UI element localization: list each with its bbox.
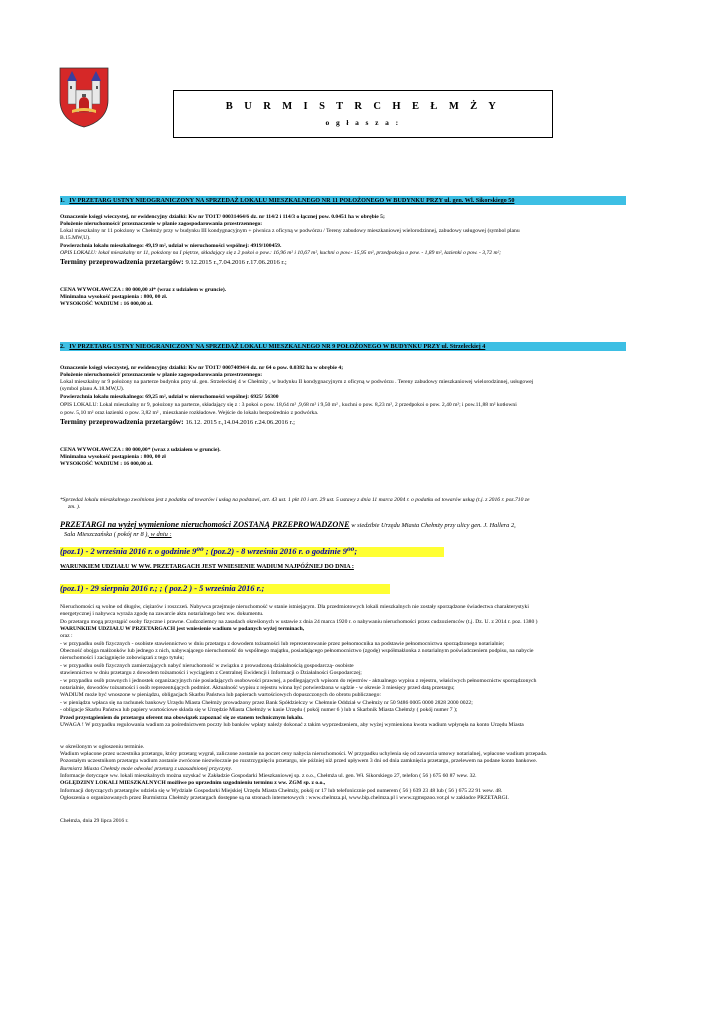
section-1-line: Powierzchnia lokalu mieszkalnego: 49,19 m², udział w nieruchomości wspólnej: 4919/100459. [60,243,282,249]
announcement-heading [60,520,516,530]
section-2-band [60,342,626,351]
vat-note: zm. ). [68,504,81,510]
announcement-room-text: Sala Mieszczańska ( pokój nr 8 ), [64,531,150,538]
body-line: Obecność obojga małżonków lub jednego z nich, nabywającego nieruchomość do wspólnego majątku, posiadającego pełnomocnictwo (zgodę) współmałżonka z notarialnym poświadczeniem podpisu, na nabycie [60,648,534,654]
page-title: B U R M I S T R C H E Ł M Ż Y [225,101,501,112]
section-2-line: o pow. 5,10 m² oraz łazienki o pow. 3,82 m² , mieszkanie rozkładowe. Wejście do lokalu bezpośrednio z podwórka. [60,410,319,416]
section-2-price: WYSOKOŚĆ WADIUM : 16 000,00 zł. [60,461,153,467]
header-title-box [173,90,553,138]
section-2-line: OPIS LOKALU: Lokal mieszkalny nr 9, położony na parterze, składający się z : 3 pokoi o pow. 18,64 m² ,9,68 m² i 9,50 m² , kuchni o pow. 8,23 m², 2 przedpokoi o pow. 2,40 m²; i pow.11,88 m² kotłowni [60,402,517,408]
section-1-number: 1. [60,197,65,204]
section-1-line: B.15.MW,U). [60,235,91,241]
vat-note: *Sprzedaż lokalu mieszkalnego zwolniona jest z podatku od towarów i usług na podstawi, art. 43 ust. 1 pkt 10 i art. 29 ust. 5 ustawy z dnia 11 marca 2004 r. o podatku od towarów usług (t.j. z 2016 r. poz.710 ze [60,497,530,503]
section-2-line: Oznaczenie księgi wieczystej, nr ewidencyjny działki: Kw nr TO1T/ 00074094/4 dz. nr 64 o pow. 0.0382 ha w obrębie 4; [60,365,344,371]
section-1-price: Minimalna wysokość postąpienia : 800, 00 zł. [60,294,168,300]
section-1-band [60,196,626,205]
section-1-line: Oznaczenie księgi wieczystej, nr ewidencyjny działki: Kw nr TO1T/ 00031464/6 dz. nr 114/2 i 114/3 o łącznej pow. 0.0451 ha w obrębie 5; [60,214,385,220]
place-date: Chełmża, dnia 29 lipca 2016 r. [60,818,129,824]
body-line: Nieruchomości są wolne od długów, ciężarów i roszczeń. Nabywca przejmuje nieruchomość w stanie istniejącym. Dla przedmiotowych lokali mieszkalnych nie zostały sporządzone świadectwa charakterystyki [60,604,529,610]
section-1-title: IV PRZETARG USTNY NIEOGRANICZONY NA SPRZEDAŻ LOKALU MIESZKALNEGO NR 11 POŁOŻONEGO W BUDYNKU PRZY ul. gen. Wl. Sikorskiego 50 [69,197,515,204]
wadium-dates: (poz.1) - 29 sierpnia 2016 r.; ; ( poz.2 ) - 5 września 2016 r.; [60,584,390,594]
body-line: - w przypadku osób prawnych i jednostek organizacyjnych nie posiadających osobowości prawnej, a podlegających wpisom do rejestrów - aktualnego wypisu z rejestru, właściwych pełnomocnictw sporządzonych [60,678,537,684]
body-line: stawiennictwo w dniu przetargu z dowodem tożsamości i wyciągiem z Centralnej Ewidencji i Informacji o Działalności Gospodarczej; [60,670,362,676]
section-2-line: Położenie nieruchomości/ przeznaczenie w planie zagospodarowania przestrzennego: [60,372,263,378]
announcement-heading-rest: w siedzibie Urzędu Miasta Chełmży przy ulicy gen. J. Hallera 2, [349,522,516,529]
body-line: Informacje dotyczące ww. lokali mieszkalnych można uzyskać w Zakładzie Gospodarki Mieszkaniowej sp. z o.o., Chełmża ul. gen. Wł. Sikorskiego 27, telefon ( 56 ) 675 60 87 wew. 32. [60,773,477,779]
body-line: Ogłoszenia o organizowanych przez Burmistrza Chełmży przetargach dostępne są na stronach internetowych : www.chelmza.pl, www.bip.chelmza.pl i www.zgmspzoo.vot.pl w zakładce PRZETARGI. [60,795,509,801]
body-line: Do przetargu mogą przystąpić osoby fizyczne i prawne. Cudzoziemcy na zasadach określonych w ustawie z dnia 24 marca 1920 r. o nabywaniu nieruchomości przez cudzoziemców (t.j. Dz. U. z 2014 r. poz. 1380 ) [60,619,538,625]
wadium-heading: WARUNKIEM UDZIAŁU W WW. PRZETARGACH JEST WNIESIENIE WADIUM NAJPÓŹNIEJ DO DNIA : [60,564,354,570]
section-1-term-value: 9.12.2015 r.,7.04.2016 r.17.06.2016 r.; [185,259,287,266]
section-1-line: Lokal mieszkalny nr 11 położony w Chełmży przy w budynku III kondygnacyjnym + piwnica z oficyną w podwórzu / Tereny zabudowy mieszkaniowej wielorodzinnej, zabudowy usługowej (symbol planu [60,228,520,234]
section-2-title: IV PRZETARG USTNY NIEOGRANICZONY NA SPRZEDAŻ LOKALU MIESZKALNEGO NR 9 POŁOŻONEGO W BUDYNKU PRZY ul. Strzeleckiej 4 [69,343,486,350]
announcement-heading-bold: PRZETARGI na wyżej wymienione nieruchomości ZOSTANĄ PRZEPROWADZONE [60,520,350,529]
section-1-line: Położenie nieruchomości/ przeznaczenie w planie zagospodarowania przestrzennego: [60,221,263,227]
body-line: WARUNKIEM UDZIAŁU W PRZETARGACH jest wniesienie wadium w podanych wyżej terminach, [60,626,305,632]
section-2-term-value: 16.12. 2015 r.,14.04.2016 r.24.06.2016 r.; [185,419,295,426]
section-1-term-label: Terminy przeprowadzenia przetargów: [60,257,184,266]
body-line: - obligacje Skarbu Państwa lub papiery wartościowe składa się w Urzędzie Miasta Chełmży w kasie Urzędu ( pokój numer 6 ) lub u Skarbnik Miasta Chełmży ( pokój numer 7 ); [60,707,458,713]
section-1-terms [60,258,287,267]
coat-of-arms-image [58,66,110,128]
body-line: notarialnie, dowodów tożsamości i osób reprezentujących podmiot. Aktualność wypisu z rejestru winna być potwierdzona w sądzie - w okresie 3 miesięcy przed datą przetargu; [60,685,455,691]
section-2-price: Minimalna wysokość postąpienia : 800, 00 zł [60,454,166,460]
body-line: - w pieniądzu wpłaca się na rachunek bankowy Urzędu Miasta Chełmży prowadzony przez Bank Spółdzielczy w Chełmnie Oddział w Chełmży nr 50 9486 0005 0000 2828 2000 0022; [60,700,473,706]
section-1-line: OPIS LOKALU: lokal mieszkalny nr 11, położony na I piętrze, składający się z 2 pokoi o pow.: 16,96 m² i 10,67 m², kuchni o pow.- 15,95 m², przedpokoju o pow. - 1,89 m², łazienki o pow. - 3,72 m²; [60,250,502,256]
section-2-price: CENA WYWOŁAWCZA : 80 000,00* (wraz z udziałem w gruncie). [60,447,221,453]
section-2-number: 2. [60,343,65,350]
section-2-term-label: Terminy przeprowadzenia przetargów: [60,417,184,426]
body-line: Przed przystąpieniem do przetargu oferent ma obowiązek zapoznać się ze stanem technicznym lokalu. [60,715,304,721]
body-line: Wadium wpłacone przez uczestnika przetargu, który przetarg wygrał, zaliczone zostanie na poczet ceny nabycia nieruchomości. W przypadku uchylenia się od zawarcia umowy notarialnej, wpłacone wadium przepada. [60,751,548,757]
page-subtitle: o g ł a s z a : [325,118,401,127]
announcement-room-date-label: w dniu : [149,531,172,538]
tender-dates: (poz.1) - 2 września 2016 r. o godzinie 9⁰⁰ ; (poz.2) - 8 września 2016 r. o godzinie 9⁰⁰; [60,547,444,557]
body-line: - w przypadku osób fizycznych - osobiste stawiennictwo w dniu przetargu z dowodem tożsamości lub reprezentowanie przez pełnomocnika na podstawie pełnomocnictwa sporządzonego notarialnie; [60,641,505,647]
section-1-price: WYSOKOŚĆ WADIUM : 16 000,00 zł. [60,301,153,307]
announcement-room [64,531,172,538]
section-1-price: CENA WYWOŁAWCZA : 80 000,00 zł* (wraz z udziałem w gruncie). [60,287,227,293]
body-line: energetycznej i nabywca wyraża zgodę na zawarcie aktu notarialnego bez ww. dokumentu. [60,611,264,617]
body-line: oraz : [60,633,73,639]
body-line: WADIUM może być wnoszone w pieniądzu, obligacjach Skarbu Państwa lub papierach wartościowych dopuszczonych do obrotu publicznego: [60,692,381,698]
body-line: - w przypadku osób fizycznych zamierzających nabyć nieruchomość w związku z prowadzoną działalnością gospodarczą- osobiste [60,663,354,669]
body-line: Burmistrz Miasta Chełmży może odwołać przetarg z uzasadnionej przyczyny. [60,766,233,772]
body-line: OGLĘDZINY LOKALI MIESZKALNYCH możliwe po uprzednim uzgodnieniu terminu z ww. ZGM sp. z o.o., [60,780,326,786]
body-line: UWAGA ! W przypadku regulowania wadium za pośrednictwem poczty lub banków wpłaty należy dokonać z takim wyprzedzeniem, aby wyżej wymieniona kwota wadium wpłynęła na konto Urzędu Miasta [60,722,524,728]
section-2-line: Powierzchnia lokalu mieszkalnego: 69,25 m², udział w nieruchomości wspólnej: 6925/ 56300 [60,394,279,400]
body-line: Pozostałym uczestnikom przetargu wadium zostanie zwrócone niezwłocznie po rozstrzygnięciu przetargu, nie później niż przed upływem 3 dni od dnia zamknięcia przetargu, przelewem na podane konto bankowe. [60,758,538,764]
section-2-line: Lokal mieszkalny nr 9 położony na parterze budynku przy ul. gen. Strzeleckiej 4 w Chełmży , w budynku II kondygnacyjnym z oficyną w podwórzu . Tereny zabudowy mieszkaniowej wielorodzinnej, usługowej [60,379,534,385]
body-line: nieruchomości i zaciągnięcie zobowiązań z tego tytułu; [60,655,184,661]
section-2-terms [60,418,295,427]
body-line: Informacji dotyczących przetargów udziela się w Wydziale Gospodarki Miejskiej Urzędu Miasta Chełmży, pokój nr 17 lub telefonicznie pod numerem ( 56 ) 639 23 48 lub ( 56 ) 675 22 91 wew. 48. [60,788,503,794]
body-line: w określonym w ogłoszeniu terminie. [60,744,145,750]
section-2-line: (symbol planu A.18.MW,U). [60,386,125,392]
